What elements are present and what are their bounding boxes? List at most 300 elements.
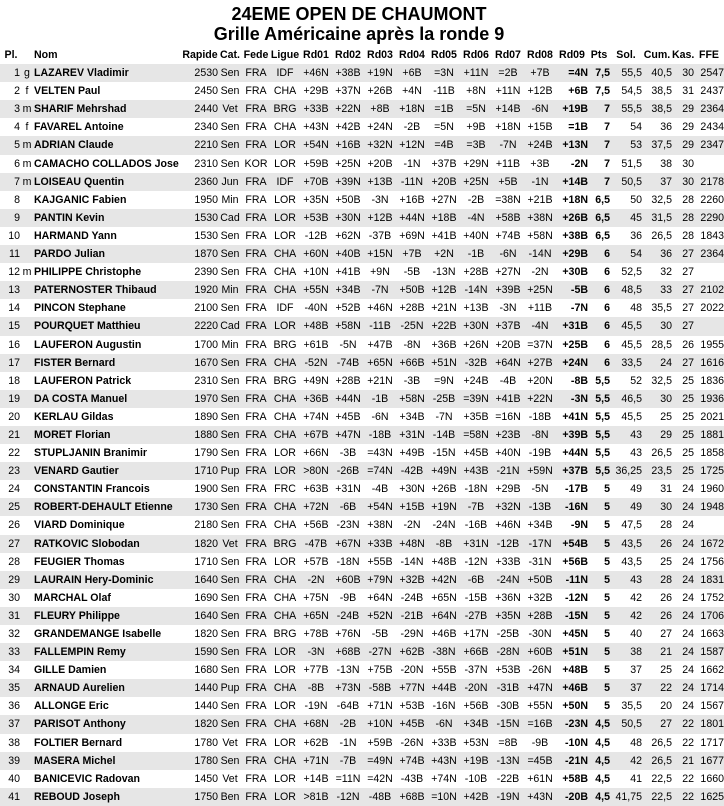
cell-rd03: +26B	[367, 85, 393, 98]
cell-title	[22, 227, 32, 245]
cell-title	[22, 336, 32, 354]
table-row	[0, 589, 724, 607]
cell-rd07: +74B	[495, 229, 521, 242]
cell-rd05: +44B	[428, 679, 460, 697]
cell-rd07: +29B	[495, 483, 521, 496]
cell-rd05: -38N	[428, 643, 460, 661]
cell-nom: ALLONGE Eric	[34, 700, 109, 713]
cell-rapide: 1640	[182, 571, 218, 589]
cell-pts: 5	[604, 555, 610, 568]
cell-rd01: +68N	[300, 715, 332, 733]
cell-rd01: >80N	[300, 462, 332, 480]
cell-rd03: +13B	[364, 173, 396, 191]
cell-pts: 5	[604, 483, 610, 496]
cell-rd08: -9B	[531, 736, 549, 749]
cell-ffe: 2347	[694, 136, 724, 154]
cell-cat: Sen	[218, 752, 242, 770]
cell-ligue: LOR	[274, 157, 296, 170]
cell-nom: FISTER Bernard	[32, 354, 182, 372]
table-row	[0, 661, 724, 679]
header-ffe: FFE	[698, 49, 719, 61]
cell-cum: 30	[642, 317, 672, 335]
table-row	[0, 625, 724, 643]
table-row	[0, 607, 724, 625]
cell-rd06: -7B	[460, 498, 492, 516]
cell-kas: 27	[682, 266, 694, 279]
cell-nom: PANTIN Kevin	[32, 209, 182, 227]
cell-cat: Sen	[220, 700, 240, 713]
cell-rd01: +10N	[303, 266, 329, 279]
cell-nom: MORET Florian	[32, 426, 182, 444]
cell-rd01: +66N	[303, 447, 329, 460]
cell-rd03: +19N	[364, 64, 396, 82]
cell-ffe	[694, 155, 724, 173]
cell-rd02: +41B	[335, 266, 361, 279]
cell-ligue: BRG	[270, 535, 300, 553]
cell-rd05: +2N	[428, 245, 460, 263]
cell-rd01: +49N	[303, 374, 329, 387]
cell-rd04: -20N	[400, 664, 424, 677]
cell-rd08: +20N	[527, 374, 553, 387]
cell-pl: 19	[0, 390, 22, 408]
cell-cat: Sen	[220, 157, 240, 170]
cell-cum: 33	[642, 281, 672, 299]
cell-ffe: 1663	[700, 628, 724, 640]
cell-title	[22, 752, 32, 770]
cell-sol: 42	[610, 607, 642, 625]
cell-rd08: -26N	[528, 664, 552, 677]
cell-rd06: +25N	[460, 173, 492, 191]
cell-cat: Sen	[218, 607, 242, 625]
cell-rd04: +48N	[396, 535, 428, 553]
cell-rd05: =5N	[434, 121, 454, 134]
cell-rd07: +5B	[492, 173, 524, 191]
cell-rd05: +65N	[431, 591, 457, 604]
cell-ligue: LOR	[274, 447, 296, 460]
cell-title	[22, 462, 32, 480]
cell-nom: PINCON Stephane	[34, 302, 126, 315]
cell-rd03: -6N	[371, 410, 389, 423]
cell-rd09: -20B	[556, 788, 588, 806]
cell-rd06: +53N	[463, 736, 489, 749]
cell-rd08: +47N	[524, 679, 556, 697]
cell-ffe: 1752	[700, 591, 724, 604]
cell-rd02: -7B	[332, 752, 364, 770]
cell-rd08: -2N	[531, 266, 549, 279]
cell-rd06: -15B	[464, 591, 488, 604]
cell-pl: 4	[14, 121, 20, 134]
cell-cum: 36	[660, 121, 672, 134]
cell-kas: 22	[672, 788, 694, 806]
cell-rapide: 1690	[194, 591, 218, 604]
cell-rd05: -16N	[432, 700, 456, 713]
cell-sol: 47,5	[621, 519, 642, 532]
cell-pl: 26	[8, 519, 20, 532]
cell-rd08: +11B	[527, 302, 553, 315]
cell-rd04: +6B	[396, 64, 428, 82]
cell-nom: LAUFERON Patrick	[34, 374, 132, 387]
cell-rd03: =49N	[364, 752, 396, 770]
cell-cum: 28	[642, 571, 672, 589]
cell-fede: FRA	[245, 410, 267, 423]
cell-kas: 27	[682, 302, 694, 315]
cell-rd05: +48B	[431, 555, 457, 568]
cell-ligue: LOR	[270, 317, 300, 335]
cell-title	[22, 209, 32, 227]
cell-rd09: +58B	[562, 772, 588, 785]
cell-fede: KOR	[244, 157, 268, 170]
cell-fede: FRA	[245, 447, 267, 460]
cell-cum: 32,5	[651, 193, 672, 206]
cell-rd02: +25N	[335, 157, 361, 170]
cell-rd05: =1B	[428, 100, 460, 118]
header-nom: Nom	[34, 49, 58, 61]
cell-cum: 25	[660, 410, 672, 423]
header-kas: Kas.	[672, 49, 695, 61]
cell-ligue: FRC	[274, 483, 296, 496]
cell-rd09: +14B	[556, 173, 588, 191]
cell-fede: FRA	[245, 664, 267, 677]
cell-kas: 25	[682, 410, 694, 423]
cell-cum: 22,5	[651, 772, 672, 785]
cell-rd07: +37B	[492, 317, 524, 335]
cell-pts: 6	[588, 317, 610, 335]
table-row	[0, 354, 724, 372]
cell-pl: 8	[14, 193, 20, 206]
cell-rd02: -2B	[332, 715, 364, 733]
cell-ffe: 2290	[694, 209, 724, 227]
cell-cum: 37,5	[642, 136, 672, 154]
cell-rd04: -2N	[403, 519, 421, 532]
cell-cat: Pup	[218, 462, 242, 480]
cell-ffe: 1955	[700, 338, 724, 351]
table-row	[0, 209, 724, 227]
cell-rd07: -19N	[492, 788, 524, 806]
cell-ffe: 1625	[694, 788, 724, 806]
cell-cat: Sen	[220, 266, 240, 279]
cell-rd06: -27B	[460, 607, 492, 625]
cell-rd08: +12B	[527, 85, 553, 98]
cell-rd05: =4B	[428, 136, 460, 154]
cell-kas: 27	[672, 317, 694, 335]
cell-cum: 30	[642, 390, 672, 408]
cell-rd07: =16N	[495, 410, 521, 423]
cell-rd09: -2N	[570, 157, 588, 170]
cell-cat: Sen	[218, 64, 242, 82]
cell-fede: FRA	[242, 643, 270, 661]
cell-rd02: +30N	[332, 209, 364, 227]
cell-pl: 11	[0, 245, 22, 263]
cell-rd07: +39B	[492, 281, 524, 299]
cell-nom: BANICEVIC Radovan	[34, 772, 140, 785]
cell-rd04: +16B	[399, 193, 425, 206]
cell-rapide: 2180	[194, 519, 218, 532]
cell-rd09: -9N	[570, 519, 588, 532]
cell-pts: 5	[604, 591, 610, 604]
cell-cum: 31,5	[642, 209, 672, 227]
cell-nom: HARMAND Yann	[34, 229, 117, 242]
header-rd07: Rd07	[495, 49, 521, 61]
cell-rd01: +67B	[300, 426, 332, 444]
cell-rd09: +41N	[562, 410, 588, 423]
cell-fede: FRA	[245, 772, 267, 785]
cell-title	[22, 571, 32, 589]
cell-rd06: -2B	[467, 193, 485, 206]
cell-cum: 38,5	[651, 85, 672, 98]
table-row	[0, 408, 724, 426]
table-row	[0, 263, 724, 281]
cell-cum: 26	[642, 607, 672, 625]
cell-rd01: +72N	[300, 498, 332, 516]
cell-fede: FRA	[242, 462, 270, 480]
cell-rapide: 1640	[182, 607, 218, 625]
cell-title: m	[22, 136, 32, 154]
cell-rd05: +22B	[428, 317, 460, 335]
header-cum: Cum.	[643, 49, 671, 61]
cell-sol: 41	[630, 772, 642, 785]
cell-rd06: +28B	[463, 266, 489, 279]
cell-rd06: -10B	[464, 772, 488, 785]
table-row	[0, 82, 724, 100]
cell-rapide: 2220	[182, 317, 218, 335]
cell-pts: 5	[588, 498, 610, 516]
cell-rd07: =2B	[492, 64, 524, 82]
cell-rd09: -15N	[556, 607, 588, 625]
cell-rd09: +29B	[556, 245, 588, 263]
cell-pts: 7,5	[588, 64, 610, 82]
cell-rd09: +50N	[562, 700, 588, 713]
cell-fede: FRA	[242, 607, 270, 625]
cell-rd04: -25N	[396, 317, 428, 335]
cell-pl: 15	[0, 317, 22, 335]
cell-rapide: 2100	[194, 302, 218, 315]
cell-rd06: +56B	[463, 700, 489, 713]
cell-rd07: +41B	[492, 390, 524, 408]
cell-rd05: -6N	[428, 715, 460, 733]
cell-rapide: 1530	[182, 209, 218, 227]
cell-kas: 30	[672, 64, 694, 82]
cell-rd06: +11N	[460, 64, 492, 82]
cell-rd09: -16N	[556, 498, 588, 516]
cell-rd07: +64N	[492, 354, 524, 372]
cell-ffe: 1836	[700, 374, 724, 387]
cell-fede: FRA	[242, 173, 270, 191]
cell-rapide: 2310	[194, 157, 218, 170]
cell-rd09: +13N	[556, 136, 588, 154]
cell-rapide: 1530	[194, 229, 218, 242]
cell-title: m	[22, 266, 32, 279]
cell-ligue: LOR	[270, 462, 300, 480]
cell-ffe: 1706	[694, 607, 724, 625]
cell-ffe: 1948	[694, 498, 724, 516]
cell-cat: Sen	[220, 121, 240, 134]
cell-rapide: 2310	[194, 374, 218, 387]
header-ligue: Ligue	[270, 49, 300, 61]
cell-rd02: +40B	[332, 245, 364, 263]
cell-rd03: -18B	[364, 426, 396, 444]
cell-sol: 43	[610, 426, 642, 444]
cell-rd01: -8B	[300, 679, 332, 697]
cell-ffe: 1660	[700, 772, 724, 785]
cell-kas: 29	[682, 121, 694, 134]
table-row	[0, 227, 724, 245]
cell-rd04: +18N	[396, 100, 428, 118]
cell-nom: LAURAIN Hery-Dominic	[32, 571, 182, 589]
cell-ffe: 1960	[700, 483, 724, 496]
cell-sol: 43,5	[610, 535, 642, 553]
cell-pts: 5	[588, 535, 610, 553]
cell-rd02: +31N	[335, 483, 361, 496]
cell-pl: 36	[8, 700, 20, 713]
cell-cum: 32	[660, 266, 672, 279]
cell-cat: Min	[221, 193, 239, 206]
cell-cat: Pup	[218, 679, 242, 697]
cell-pl: 20	[8, 410, 20, 423]
cell-rd04: +77N	[396, 679, 428, 697]
cell-rd02: +28B	[335, 374, 361, 387]
cell-rd09: -8B	[570, 374, 588, 387]
cell-cum: 30	[642, 498, 672, 516]
cell-kas: 22	[672, 715, 694, 733]
cell-pts: 5	[604, 628, 610, 640]
cell-rapide: 1820	[194, 628, 218, 640]
cell-rd02: +68B	[332, 643, 364, 661]
cell-ffe: 1843	[700, 229, 724, 242]
cell-rd09: +46B	[556, 679, 588, 697]
cell-cum: 28,5	[651, 338, 672, 351]
cell-rapide: 1730	[182, 498, 218, 516]
cell-rd01: +36B	[300, 390, 332, 408]
cell-rd09: +24N	[556, 354, 588, 372]
cell-pts: 4,5	[595, 772, 610, 785]
cell-nom: KAJGANIC Fabien	[34, 193, 127, 206]
cell-rd04: -3B	[403, 374, 421, 387]
cell-rd06: =5N	[460, 100, 492, 118]
cell-nom: ADRIAN Claude	[32, 136, 182, 154]
cell-ligue: LOR	[274, 193, 296, 206]
cell-kas: 24	[672, 679, 694, 697]
cell-rd08: +7B	[524, 64, 556, 82]
cell-rd03: +71N	[367, 700, 393, 713]
cell-ligue: BRG	[273, 628, 297, 640]
cell-ligue: BRG	[273, 338, 297, 351]
cell-rd05: +41B	[431, 229, 457, 242]
cell-kas: 29	[672, 100, 694, 118]
cell-sol: 54	[630, 121, 642, 134]
cell-rd03: +10N	[364, 715, 396, 733]
cell-title	[22, 281, 32, 299]
cell-rd07: +18N	[495, 121, 521, 134]
cell-rd08: +50B	[524, 571, 556, 589]
cell-rd03: +55B	[367, 555, 393, 568]
cell-kas: 29	[672, 136, 694, 154]
cell-rd06: -16B	[464, 519, 488, 532]
cell-rd07: -21N	[492, 462, 524, 480]
cell-ligue: CHA	[270, 426, 300, 444]
cell-title: m	[22, 173, 32, 191]
cell-kas: 31	[682, 85, 694, 98]
cell-pts: 5,5	[595, 447, 610, 460]
cell-pl: 31	[0, 607, 22, 625]
cell-rd08: -30N	[528, 628, 552, 640]
cell-rd08: +32B	[527, 591, 553, 604]
cell-ligue: LOR	[270, 209, 300, 227]
cell-pts: 5,5	[588, 390, 610, 408]
cell-cat: Sen	[218, 136, 242, 154]
cell-rd01: +65N	[300, 607, 332, 625]
cell-pl: 24	[8, 483, 20, 496]
cell-rd07: +14B	[492, 100, 524, 118]
cell-sol: 50,5	[610, 173, 642, 191]
cell-pl: 6	[14, 157, 20, 170]
cell-rd03: +32N	[364, 136, 396, 154]
cell-sol: 54,5	[621, 85, 642, 98]
cell-title	[22, 390, 32, 408]
cell-cat: Sen	[218, 426, 242, 444]
cell-rd08: +28B	[524, 607, 556, 625]
cell-cum: 27	[642, 715, 672, 733]
cell-nom: LOISEAU Quentin	[32, 173, 182, 191]
cell-nom: VIARD Dominique	[34, 519, 125, 532]
cell-rapide: 1820	[182, 535, 218, 553]
cell-pl: 40	[8, 772, 20, 785]
cell-ffe: 1567	[700, 700, 724, 713]
cell-rd03: +15N	[364, 245, 396, 263]
cell-rd09: +18N	[562, 193, 588, 206]
cell-rd01: +63B	[303, 483, 329, 496]
cell-rd06: -12N	[464, 555, 488, 568]
cell-cat: Vet	[218, 535, 242, 553]
cell-ffe: 2178	[694, 173, 724, 191]
cell-title	[22, 191, 32, 209]
cell-ligue: CHA	[270, 571, 300, 589]
cell-sol: 51,5	[621, 157, 642, 170]
cell-nom: CONSTANTIN Francois	[34, 483, 150, 496]
cell-rapide: 1670	[182, 354, 218, 372]
cell-nom: MARCHAL Olaf	[34, 591, 111, 604]
cell-rd01: +62B	[303, 736, 329, 749]
cell-fede: FRA	[242, 715, 270, 733]
cell-rd06: -18N	[464, 483, 488, 496]
table-row	[0, 191, 724, 209]
cell-rd06: -1B	[460, 245, 492, 263]
cell-ligue: CHA	[270, 245, 300, 263]
cell-rd06: -6B	[460, 571, 492, 589]
cell-kas: 30	[682, 157, 694, 170]
cell-nom: FEUGIER Thomas	[34, 555, 125, 568]
cell-pl: 14	[8, 302, 20, 315]
cell-cat: Sen	[220, 628, 240, 640]
cell-rd01: -47B	[300, 535, 332, 553]
cell-sol: 49	[630, 483, 642, 496]
cell-pts: 5,5	[595, 374, 610, 387]
cell-rd01: +75N	[303, 591, 329, 604]
cell-rapide: 1880	[182, 426, 218, 444]
cell-rd08: =16B	[524, 715, 556, 733]
cell-rd04: +69N	[399, 229, 425, 242]
cell-rd08: -1N	[524, 173, 556, 191]
cell-cum: 25	[660, 664, 672, 677]
cell-rd06: =58N	[460, 426, 492, 444]
cell-rd02: -23N	[336, 519, 360, 532]
cell-title	[22, 625, 32, 643]
cell-rd06: +30N	[460, 317, 492, 335]
cell-pl: 9	[0, 209, 22, 227]
cell-title	[22, 643, 32, 661]
cell-rd08: +22N	[524, 390, 556, 408]
cell-kas: 27	[672, 354, 694, 372]
cell-fede: FRA	[242, 100, 270, 118]
